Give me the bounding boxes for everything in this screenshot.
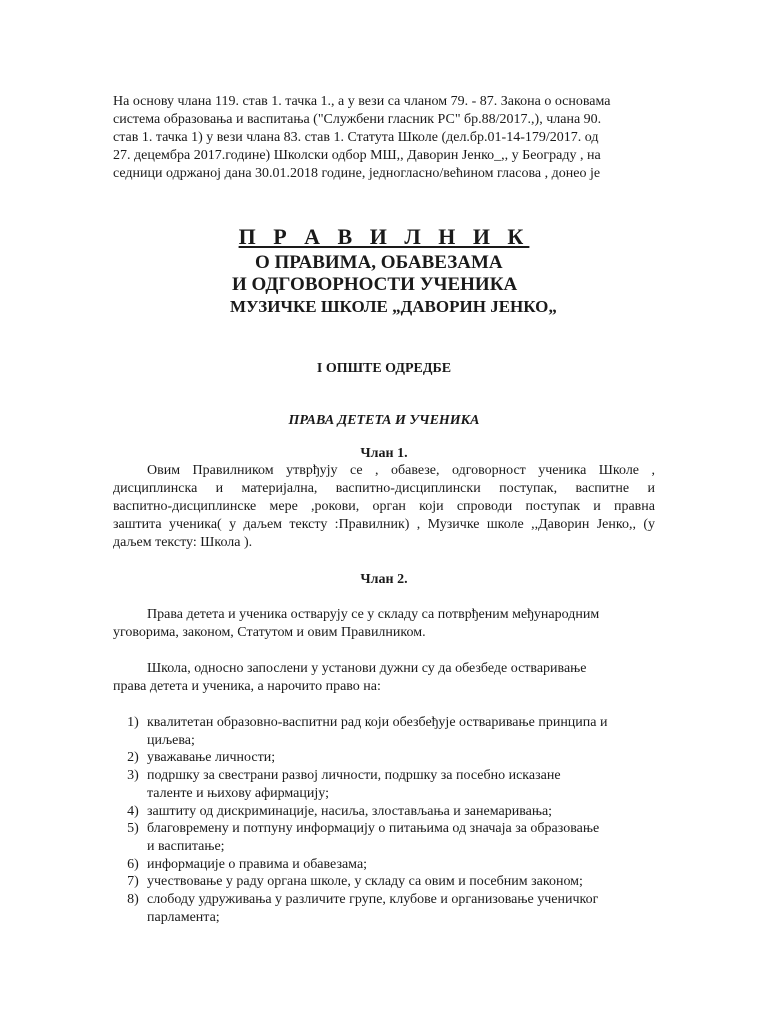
preamble-paragraph xyxy=(113,93,673,183)
article-1-line: заштита ученика( у даљем тексту :Правилник) , Музичке школе ,,Даворин Јенко,, (у xyxy=(113,517,655,532)
list-item-text: подршку за свестрани развој личности, подршку за посебно исказане xyxy=(147,768,561,784)
list-item-number: 5) xyxy=(127,821,139,837)
list-item xyxy=(113,820,673,855)
list-item xyxy=(113,803,673,821)
article-1-line: васпитно-дисциплинске мере ,рокови, орган који спроводи поступак и правна xyxy=(113,499,655,514)
preamble-line: став 1. тачка 1) у вези члана 83. став 1. Статута Школе (дел.бр.01-14-179/2017. од xyxy=(113,130,599,145)
list-item-text: таленте и њихову афирмацију; xyxy=(147,785,329,801)
article-2-paragraph-2 xyxy=(113,660,655,696)
rights-list xyxy=(113,714,673,926)
article-1-line: даљем тексту: Школа ). xyxy=(113,535,253,550)
list-item-text: уважавање личности; xyxy=(147,750,276,766)
list-item-number: 6) xyxy=(127,856,139,872)
list-item xyxy=(113,873,673,891)
article-1-heading: Члан 1. xyxy=(360,446,408,461)
list-item-text: учествовање у раду органа школе, у складу са овим и посебним законом; xyxy=(147,874,583,890)
list-item xyxy=(113,767,673,802)
list-item xyxy=(113,856,673,874)
article-2-paragraph-1 xyxy=(113,606,655,642)
document-subtitle-line-1: О ПРАВИМА, ОБАВЕЗАМА xyxy=(255,252,503,273)
document-subtitle-line-2: И ОДГОВОРНОСТИ УЧЕНИКА xyxy=(232,274,518,295)
list-item-number: 7) xyxy=(127,874,139,890)
list-item-text: слободу удруживања у различите групе, клубове и организовање ученичког xyxy=(147,892,599,908)
article-1-line: Овим Правилником утврђују се , обавезе, одговорност ученика Школе , xyxy=(147,463,655,478)
list-item xyxy=(113,749,673,767)
subsection-heading: ПРАВА ДЕТЕТА И УЧЕНИКА xyxy=(288,413,480,428)
list-item-text: и васпитање; xyxy=(147,838,225,854)
list-item-number: 3) xyxy=(127,768,139,784)
article-2-line: Права детета и ученика остварују се у складу са потврђеним међународним xyxy=(147,607,600,622)
list-item xyxy=(113,891,673,926)
preamble-line: 27. децембра 2017.године) Школски одбор МШ,, Даворин Јенко_,, у Београду , на xyxy=(113,148,601,163)
list-item-number: 4) xyxy=(127,803,139,819)
list-item-text: квалитетан образовно-васпитни рад који обезбеђује остваривање принципа и xyxy=(147,715,608,730)
list-item-number: 8) xyxy=(127,892,139,908)
article-2-heading: Члан 2. xyxy=(360,572,408,587)
section-heading: I ОПШТЕ ОДРЕДБЕ xyxy=(316,361,452,376)
list-item-text: благовремену и потпуну информацију о питањима од значаја за образовање xyxy=(147,821,600,837)
list-item-text: парламента; xyxy=(147,909,220,925)
article-2-line: Школа, односно запослени у установи дужни су да обезбеде остваривање xyxy=(147,661,587,676)
list-item-text: заштиту од дискриминације, насиља, злостављања и занемаривања; xyxy=(147,803,553,819)
list-item-number: 2) xyxy=(127,750,139,766)
preamble-line: седници одржаној дана 30.01.2018 године, једногласно/већином гласова , донео је xyxy=(113,166,601,181)
document-title: П Р А В И Л Н И К xyxy=(238,224,530,249)
article-1-paragraph xyxy=(113,462,655,552)
list-item-text: информације о правима и обавезама; xyxy=(147,856,368,872)
article-2-line: уговорима, законом, Статутом и овим Правилником. xyxy=(113,625,426,640)
list-item-number: 1) xyxy=(127,715,139,730)
preamble-line: система образовања и васпитања ("Службени гласник РС" бр.88/2017.,), члана 90. xyxy=(113,112,602,127)
article-2-line: права детета и ученика, а нарочито право на: xyxy=(113,679,381,694)
article-1-line: дисциплинска и материјална, васпитно-дисциплински поступак, васпитне и xyxy=(113,481,655,496)
preamble-line: На основу члана 119. став 1. тачка 1., а у вези са чланом 79. - 87. Закона о основама xyxy=(113,94,611,109)
document-subtitle-line-3: МУЗИЧКЕ ШКОЛЕ „ДАВОРИН ЈЕНКО„ xyxy=(230,297,557,316)
list-item xyxy=(113,714,673,749)
list-item-text: циљева; xyxy=(147,732,195,748)
